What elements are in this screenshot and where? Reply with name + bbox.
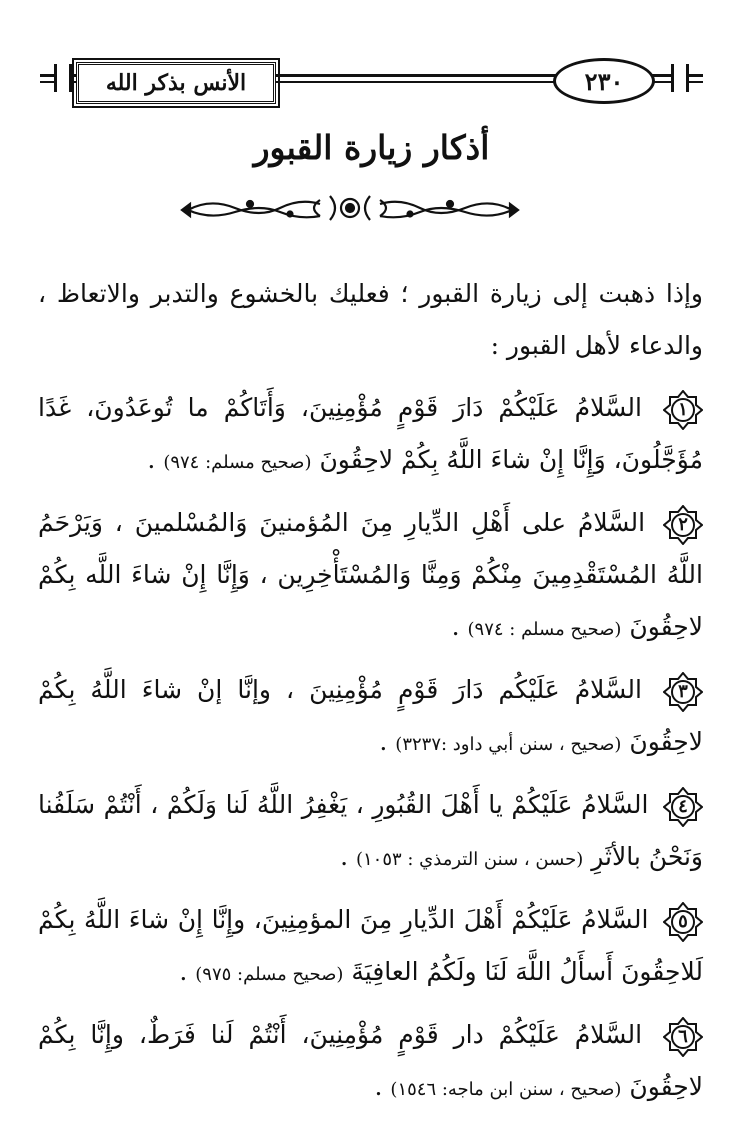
dua-reference: (صحيح ، سنن ابن ماجه: ١٥٤٦) — [390, 1079, 622, 1100]
dua-reference: (صحيح مسلم: ٩٧٤) — [163, 452, 312, 473]
dua-number: ٢ — [678, 513, 688, 535]
dua-text: السَّلامُ عَلَيْكُمْ دَارَ قَوْمٍ مُؤْمِنِينَ، وَأَتَاكُمْ ما تُوعَدُونَ، غَدًا مُؤَجَّلُونَ، وَإِنَّا إِنْ شاءَ اللَّهُ بِكُمْ لاحِقُونَ — [38, 393, 703, 474]
dua-text: السَّلامُ عَلَيْكُمْ أَهْلَ الدِّيارِ مِنَ المؤمِنِينَ، وإِنَّا إِنْ شاءَ اللَّهُ بِكُمْ لَلاحِقُونَ أَسأَلُ اللَّهَ لَنَا ولَكُمُ العافِيَةَ — [38, 905, 703, 986]
header-end-bar-right — [671, 64, 689, 92]
number-badge — [663, 1017, 703, 1057]
number-badge — [663, 672, 703, 712]
dua-text: السَّلامُ عَلَيْكُمْ يا أَهْلَ القُبُورِ ، يَغْفِرُ اللَّهُ لَنا وَلَكُمْ ، أَنْتُمْ سَلَفُنا وَنَحْنُ بالأثَرِ — [38, 790, 703, 871]
dua-number: ١ — [678, 398, 688, 420]
dua-reference: (حسن ، سنن الترمذي : ١٠٥٣) — [355, 849, 584, 870]
chapter-title: أذكار زيارة القبور — [253, 128, 490, 167]
dua-paragraph — [38, 382, 703, 489]
dua-text: السَّلامُ عَلَيْكُمْ دار قَوْمٍ مُؤْمِنِينَ، أَنْتُمْ لَنا فَرَطٌ، وإِنَّا بِكُمْ لاحِقُونَ — [38, 1020, 703, 1101]
page-number: ٢٣٠ — [584, 66, 624, 96]
page-header — [40, 56, 703, 108]
dua-end-mark: . — [147, 445, 156, 474]
dua-number: ٤ — [678, 795, 688, 817]
dua-end-mark: . — [379, 727, 388, 756]
dua-paragraph — [38, 497, 703, 656]
dua-paragraph — [38, 779, 703, 886]
number-badge — [663, 390, 703, 430]
number-badge — [663, 787, 703, 827]
dua-number: ٦ — [678, 1025, 688, 1047]
dua-end-mark: . — [374, 1072, 383, 1101]
header-end-bar-left — [54, 64, 72, 92]
dua-end-mark: . — [340, 842, 349, 871]
dua-paragraph — [38, 664, 703, 771]
dua-end-mark: . — [451, 612, 460, 641]
page-content — [38, 268, 703, 1124]
dua-reference: (صحيح مسلم : ٩٧٤) — [467, 619, 622, 640]
page-number-oval — [553, 58, 655, 104]
dua-text: السَّلامُ على أَهْلِ الدِّيارِ مِنَ المُؤمنينَ وَالمُسْلمينَ ، وَيَرْحَمُ اللَّهُ المُسْتَقْدِمِينَ مِنْكُمْ وَمِنَّا وَالمُسْتَأْخِرِين ، وَإِنَّا إِنْ شاءَ اللَّه بِكُمْ لاحِقُونَ — [38, 508, 703, 641]
intro-paragraph: وإذا ذهبت إلى زيارة القبور ؛ فعليك بالخشوع والتدبر والاتعاظ ، والدعاء لأهل القبور : — [38, 279, 703, 360]
book-title-box — [76, 62, 276, 104]
dua-number: ٣ — [678, 680, 688, 702]
number-badge — [663, 902, 703, 942]
number-badge — [663, 505, 703, 545]
dua-reference: (صحيح ، سنن أبي داود :٣٢٣٧) — [395, 734, 622, 755]
book-title: الأنس بذكر الله — [105, 70, 247, 96]
dua-reference: (صحيح مسلم: ٩٧٥) — [195, 964, 344, 985]
dua-number: ٥ — [678, 910, 688, 932]
dua-paragraph — [38, 1009, 703, 1116]
ornament-divider — [180, 190, 520, 226]
dua-end-mark: . — [179, 957, 188, 986]
dua-text: السَّلامُ عَلَيْكُم دَارَ قَوْمٍ مُؤْمِنِينَ ، وإنَّا إنْ شاءَ اللَّهُ بِكُمْ لاحِقُونَ — [38, 675, 703, 756]
dua-paragraph — [38, 894, 703, 1001]
